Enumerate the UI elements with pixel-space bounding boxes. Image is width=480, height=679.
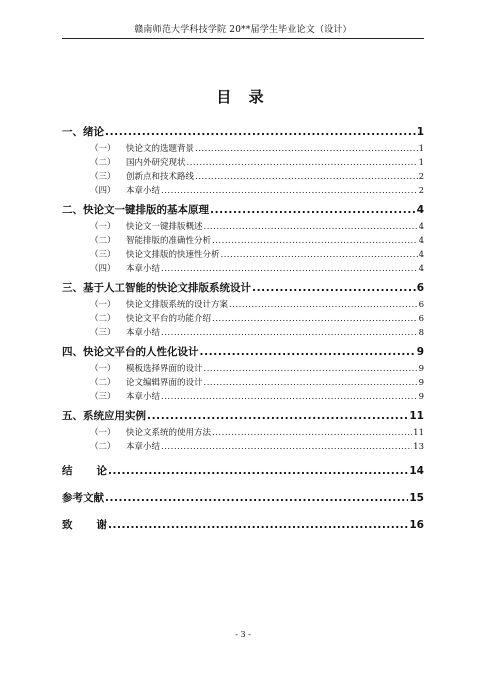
section-number: （二） (90, 378, 116, 388)
leader-dots (204, 378, 418, 388)
leader-dots (212, 428, 412, 438)
toc-section[interactable] (62, 376, 424, 390)
section-title: 快论文的选题背景 (126, 144, 195, 154)
page-number: 4 (418, 264, 424, 274)
toc-section[interactable] (62, 262, 424, 276)
toc-section[interactable] (62, 298, 424, 312)
section-title: 模板选择界面的设计 (126, 364, 203, 374)
page-number: 9 (418, 364, 424, 374)
leader-dots (108, 465, 408, 477)
section-number: （四） (90, 264, 116, 274)
toc-references[interactable] (62, 490, 424, 508)
leader-dots (161, 264, 418, 274)
section-number: （一） (90, 428, 116, 438)
section-title: 快论文系统的使用方法 (126, 428, 212, 438)
chapter-title: 五、系统应用实例 (62, 410, 146, 422)
page-number: 9 (418, 392, 424, 402)
page-number: 2 (418, 186, 424, 196)
section-title: 快论文排版的快速性分析 (126, 250, 220, 260)
page-number: 9 (416, 346, 424, 358)
section-title: 创新点和技术路线 (126, 172, 195, 182)
toc-section[interactable] (62, 440, 424, 454)
section-title: 快论文排版系统的设计方案 (126, 300, 229, 310)
page-number: 4 (418, 222, 424, 232)
toc-section[interactable] (62, 312, 424, 326)
extra-title-b: 谢 (96, 519, 107, 531)
section-title: 本章小结 (126, 264, 161, 274)
toc-chapter-5[interactable] (62, 408, 424, 426)
leader-dots (204, 222, 418, 232)
section-title: 国内外研究现状 (126, 158, 186, 168)
leader-dots (252, 282, 416, 294)
section-number: （二） (90, 314, 116, 324)
section-title: 智能排版的准确性分析 (126, 236, 212, 246)
page-number: 4 (416, 204, 424, 216)
leader-dots (105, 126, 416, 138)
section-number: （三） (90, 250, 116, 260)
section-title: 本章小结 (126, 442, 161, 452)
toc-section[interactable] (62, 234, 424, 248)
leader-dots (108, 519, 408, 531)
page-number: 14 (409, 465, 424, 477)
page-number: 11 (413, 428, 424, 438)
section-number: （二） (90, 158, 116, 168)
page-number: 9 (418, 378, 424, 388)
section-number: （一） (90, 222, 116, 232)
leader-dots (221, 250, 418, 260)
section-title: 本章小结 (126, 328, 161, 338)
page-number: 1 (418, 144, 424, 154)
leader-dots (105, 492, 408, 504)
toc-acknowledgements[interactable] (62, 517, 424, 535)
toc-section[interactable] (62, 156, 424, 170)
leader-dots (195, 172, 418, 182)
leader-dots (161, 392, 418, 402)
leader-dots (187, 158, 418, 168)
section-title: 论文编辑界面的设计 (126, 378, 203, 388)
toc-title: 目 录 (216, 88, 270, 106)
leader-dots (212, 236, 418, 246)
chapter-title: 四、快论文平台的人性化设计 (62, 346, 199, 358)
page-number: 6 (416, 282, 424, 294)
leader-dots (210, 204, 416, 216)
page-number: 15 (409, 492, 424, 504)
leader-dots (147, 410, 408, 422)
leader-dots (200, 346, 416, 358)
leader-dots (204, 364, 418, 374)
leader-dots (161, 186, 418, 196)
page-number: 8 (418, 328, 424, 338)
extra-title-a: 参考文献 (62, 492, 104, 504)
page-number: 4 (418, 236, 424, 246)
page-number: 16 (409, 519, 424, 531)
page-number: 13 (413, 442, 424, 452)
toc-chapter-2[interactable] (62, 202, 424, 220)
section-number: （三） (90, 328, 116, 338)
toc-section[interactable] (62, 426, 424, 440)
running-header: 赣南师范大学科技学院 20**届学生毕业论文（设计） (134, 25, 352, 35)
leader-dots (161, 442, 412, 452)
section-number: （三） (90, 392, 116, 402)
section-title: 本章小结 (126, 392, 161, 402)
extra-title-b: 论 (96, 465, 107, 477)
section-title: 快论文一键排版概述 (126, 222, 203, 232)
chapter-title: 二、快论文一键排版的基本原理 (62, 204, 209, 216)
page-number: 1 (416, 126, 424, 138)
toc-section[interactable] (62, 248, 424, 262)
page-number: 1 (418, 158, 424, 168)
toc-section[interactable] (62, 170, 424, 184)
toc-chapter-4[interactable] (62, 344, 424, 362)
section-number: （三） (90, 172, 116, 182)
section-title: 快论文平台的功能介绍 (126, 314, 212, 324)
page-number: 6 (418, 300, 424, 310)
extra-title-a: 结 (62, 465, 73, 477)
section-number: （一） (90, 300, 116, 310)
extra-title-a: 致 (62, 519, 73, 531)
leader-dots (212, 314, 418, 324)
page-number: 11 (409, 410, 424, 422)
section-number: （二） (90, 236, 116, 246)
toc-conclusion[interactable] (62, 463, 424, 481)
toc-chapter-3[interactable] (62, 280, 424, 298)
toc-section[interactable] (62, 326, 424, 340)
toc-chapter-1[interactable] (62, 124, 424, 142)
section-title: 本章小结 (126, 186, 161, 196)
section-number: （四） (90, 186, 116, 196)
toc-section[interactable] (62, 362, 424, 376)
toc-section[interactable] (62, 184, 424, 198)
section-number: （一） (90, 144, 116, 154)
toc-section[interactable] (62, 142, 424, 156)
chapter-title: 一、绪论 (62, 126, 104, 138)
table-of-contents (62, 120, 424, 535)
page-footer-number: - 3 - (235, 630, 251, 639)
leader-dots (195, 144, 418, 154)
header-rule (62, 38, 424, 39)
page-number: 6 (418, 314, 424, 324)
leader-dots (229, 300, 418, 310)
page-number: 2 (418, 172, 424, 182)
section-number: （二） (90, 442, 116, 452)
leader-dots (161, 328, 418, 338)
toc-section[interactable] (62, 390, 424, 404)
page-number: 4 (418, 250, 424, 260)
toc-section[interactable] (62, 220, 424, 234)
chapter-title: 三、基于人工智能的快论文排版系统设计 (62, 282, 251, 294)
section-number: （一） (90, 364, 116, 374)
